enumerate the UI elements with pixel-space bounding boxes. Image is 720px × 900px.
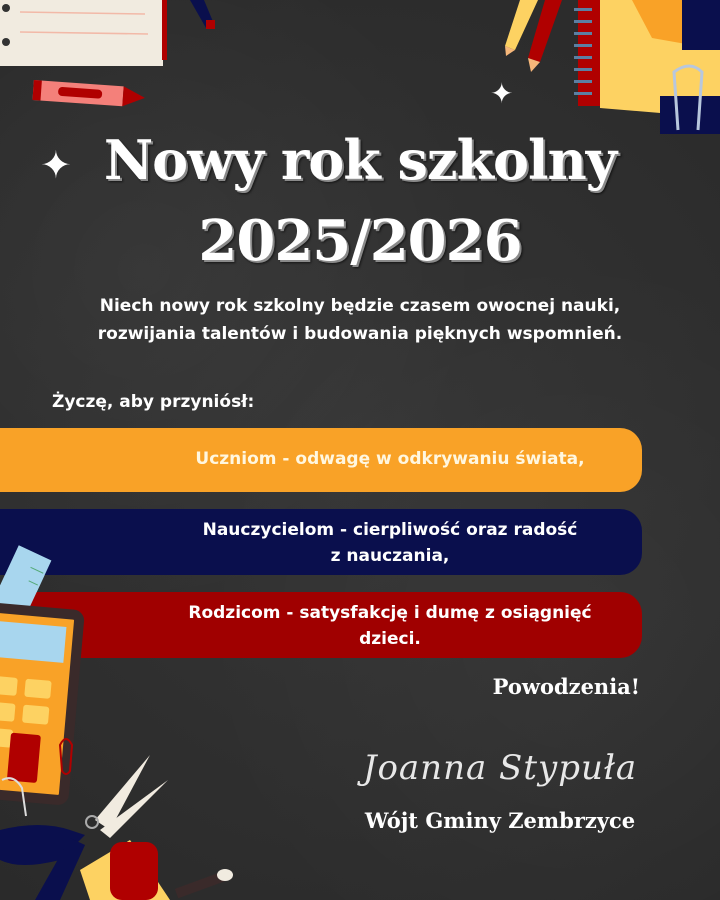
- wish-band-parents: [0, 592, 642, 658]
- closing-text: Powodzenia!: [492, 674, 640, 699]
- signer-role: Wójt Gminy Zembrzyce: [364, 808, 636, 833]
- signature: Joanna Stypuła: [362, 748, 638, 788]
- wish-students-text: Uczniom - odwagę w odkrywaniu świata,: [195, 449, 585, 469]
- wish-band-students: [0, 428, 642, 492]
- page-title-line1: Nowy rok szkolny: [103, 128, 617, 192]
- wish-heading: Życzę, aby przyniósł:: [52, 392, 255, 412]
- wish-teachers-text: [140, 517, 640, 569]
- intro-text: [0, 292, 720, 348]
- wish-teachers-line1: Nauczycielom - cierpliwość oraz radość: [202, 520, 578, 540]
- wish-parents-line1: Rodzicom - satysfakcję i dumę z osiągnięć: [188, 603, 592, 623]
- intro-line2: rozwijania talentów i budowania pięknych wspomnień.: [97, 324, 623, 344]
- intro-line1: Niech nowy rok szkolny będzie czasem owocnej nauki,: [99, 296, 621, 316]
- wish-parents-line2: dzieci.: [359, 629, 421, 649]
- wish-teachers-line2: z nauczania,: [330, 546, 450, 566]
- wish-parents-text: [140, 600, 640, 652]
- page-title-year: 2025/2026: [198, 208, 522, 274]
- calculator-illustration: [0, 540, 90, 660]
- wish-band-teachers: [0, 509, 642, 575]
- sparkle-icon: ✦: [40, 143, 72, 187]
- sparkle-icon: ✦: [490, 77, 514, 110]
